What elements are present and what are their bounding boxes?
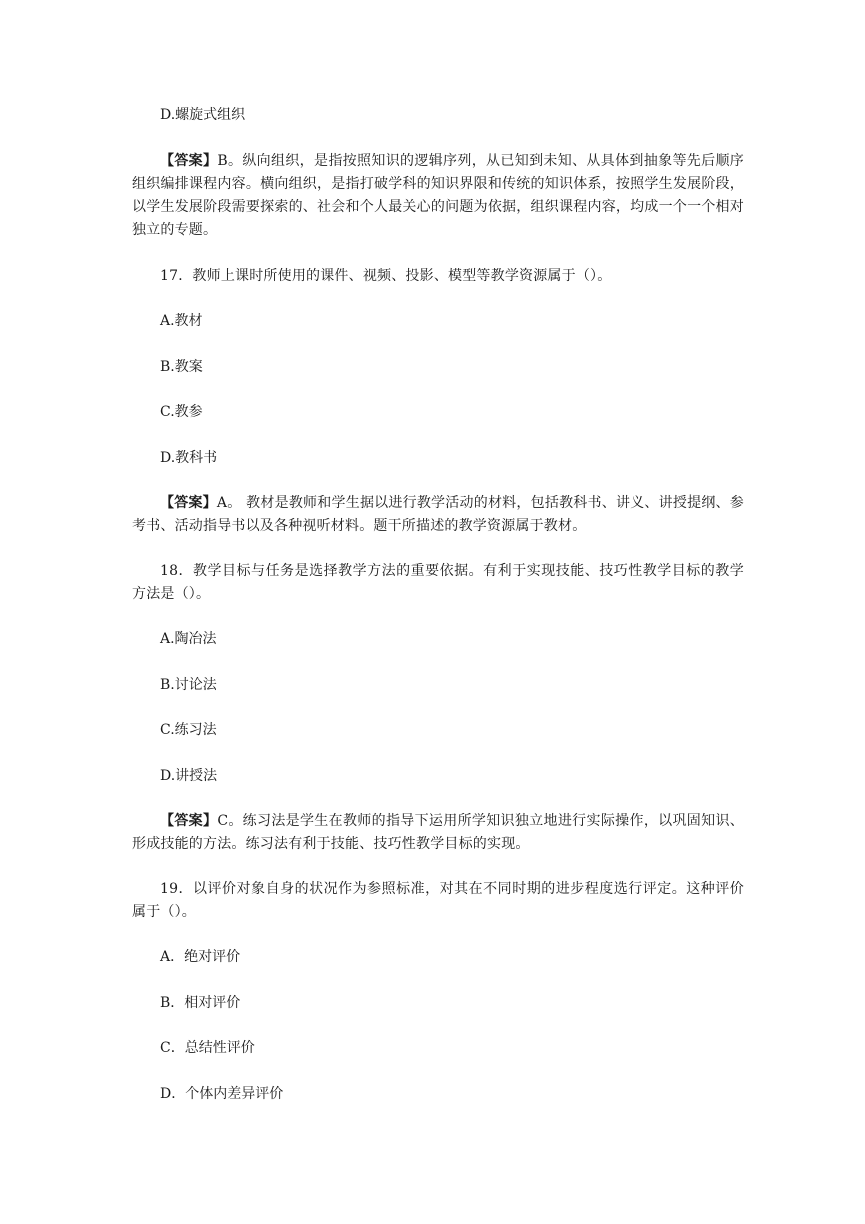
q18-option-d: D.讲授法 [160,768,218,784]
answer-text: B。纵向组织，是指按照知识的逻辑序列，从已知到未知、从具体到抽象等先后顺序组织编排课程内容。横向组织，是指打破学科的知识界限和传统的知识体系，按照学生发展阶段，以学生发展阶段需要探索的、社会和个人最关心的问题为依据，组织课程内容，均成一个一个相对独立的专题。 [132,153,744,238]
question-18: 18．教学目标与任务是选择教学方法的重要依据。有利于实现技能、技巧性教学目标的教学方法是（）。 [132,563,744,602]
q18-answer [132,810,744,856]
q18-option-a: A.陶冶法 [160,631,217,647]
answer-text: C。练习法是学生在教师的指导下运用所学知识独立地进行实际操作，以巩固知识、形成技能的方法。练习法有利于技能、技巧性教学目标的实现。 [132,813,744,852]
q16-option-d: D.螺旋式组织 [160,107,246,123]
q19-option-b: B．相对评价 [160,995,241,1011]
q18-option-c: C.练习法 [160,722,217,738]
q17-option-b: B.教案 [160,359,203,375]
q17-option-d: D.教科书 [160,450,218,466]
q19-option-d: D．个体内差异评价 [160,1086,284,1102]
answer-tag: 【答案】 [160,495,217,511]
question-17: 17．教师上课时所使用的课件、视频、投影、模型等教学资源属于（）。 [160,268,612,284]
q18-option-b: B.讨论法 [160,677,217,693]
q17-option-a: A.教材 [160,313,203,329]
answer-text: A。 教材是教师和学生据以进行教学活动的材料，包括教科书、讲义、讲授提纲、参考书、活动指导书以及各种视听材料。题干所描述的教学资源属于教材。 [132,495,744,534]
q19-option-a: A．绝对评价 [160,949,241,965]
q17-answer [132,492,744,538]
question-19: 19．以评价对象自身的状况作为参照标准，对其在不同时期的进步程度选行评定。这种评价属于（）。 [132,881,744,920]
q17-option-c: C.教参 [160,404,203,420]
q19-option-c: C．总结性评价 [160,1040,255,1056]
answer-tag: 【答案】 [160,813,218,829]
q16-answer [132,150,744,242]
answer-tag: 【答案】 [160,153,218,169]
